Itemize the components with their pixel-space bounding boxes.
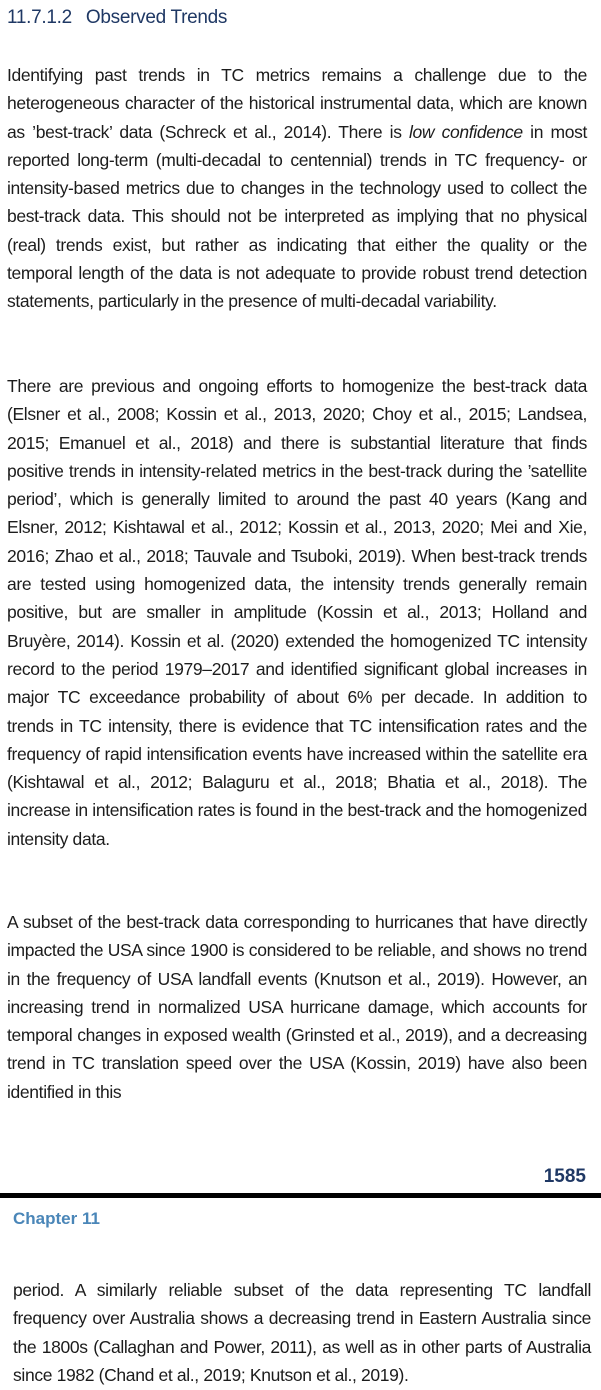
paragraph-1-text-before: Identifying past trends in TC metrics remains a challenge due to the heterogeneous character of the historical instrumental data, which are known as ’best-track’ data (Schreck et al., 2014). There is	[7, 65, 587, 142]
chapter-label: Chapter 11	[13, 1209, 100, 1228]
paragraph-1-emphasis: low confidence	[409, 121, 523, 142]
page-divider	[0, 1193, 601, 1198]
paragraph-1	[7, 61, 587, 316]
section-title: Observed Trends	[85, 7, 228, 28]
section-number: 11.7.1.2	[7, 7, 72, 28]
paragraph-3: A subset of the best-track data corresponding to hurricanes that have directly impacted the USA since 1900 is considered to be reliable, and shows no trend in the frequency of USA landfall events (Knutson et al., 2019). However, an increasing trend in normalized USA hurricane damage, which accounts for temporal changes in exposed wealth (Grinsted et al., 2019), and a decreasing trend in TC translation speed over the USA (Kossin, 2019) have also been identified in this	[7, 912, 587, 1102]
paragraph-4: period. A similarly reliable subset of the data representing TC landfall frequency over Australia shows a decreasing trend in Eastern Australia since the 1800s (Callaghan and Power, 2011), as well as in other parts of Australia since 1982 (Chand et al., 2019; Knutson et al., 2019).	[13, 1280, 591, 1385]
paragraph-1-text-after: in most reported long-term (multi-decadal to centennial) trends in TC frequency- or intensity-based metrics due to changes in the technology used to collect the best-track data. This should not be interpreted as implying that no physical (real) trends exist, but rather as indicating that either the quality or the temporal length of the data is not adequate to provide robust trend detection statements, particularly in the presence of multi-decadal variability.	[7, 121, 588, 312]
section-heading	[7, 4, 227, 32]
paragraph-2: There are previous and ongoing efforts to homogenize the best-track data (Elsner et al., 2008; Kossin et al., 2013, 2020; Choy et al., 2015; Landsea, 2015; Emanuel et al., 2018) and there is substantial literature that finds positive trends in intensity-related metrics in the best-track during the ’satellite period’, which is generally limited to around the past 40 years (Kang and Elsner, 2012; Kishtawal et al., 2012; Kossin et al., 2013, 2020; Mei and Xie, 2016; Zhao et al., 2018; Tauvale and Tsuboki, 2019). When best-track trends are tested using homogenized data, the intensity trends generally remain positive, but are smaller in amplitude (Kossin et al., 2013; Holland and Bruyère, 2014). Kossin et al. (2020) extended the homogenized TC intensity record to the period 1979–2017 and identified significant global increases in major TC exceedance probability of about 6% per decade. In addition to trends in TC intensity, there is evidence that TC intensification rates and the frequency of rapid intensification events have increased within the satellite era (Kishtawal et al., 2012; Balaguru et al., 2018; Bhatia et al., 2018). The increase in intensification rates is found in the best-track and the homogenized intensity data.	[7, 376, 587, 849]
page-number: 1585	[543, 1166, 586, 1187]
